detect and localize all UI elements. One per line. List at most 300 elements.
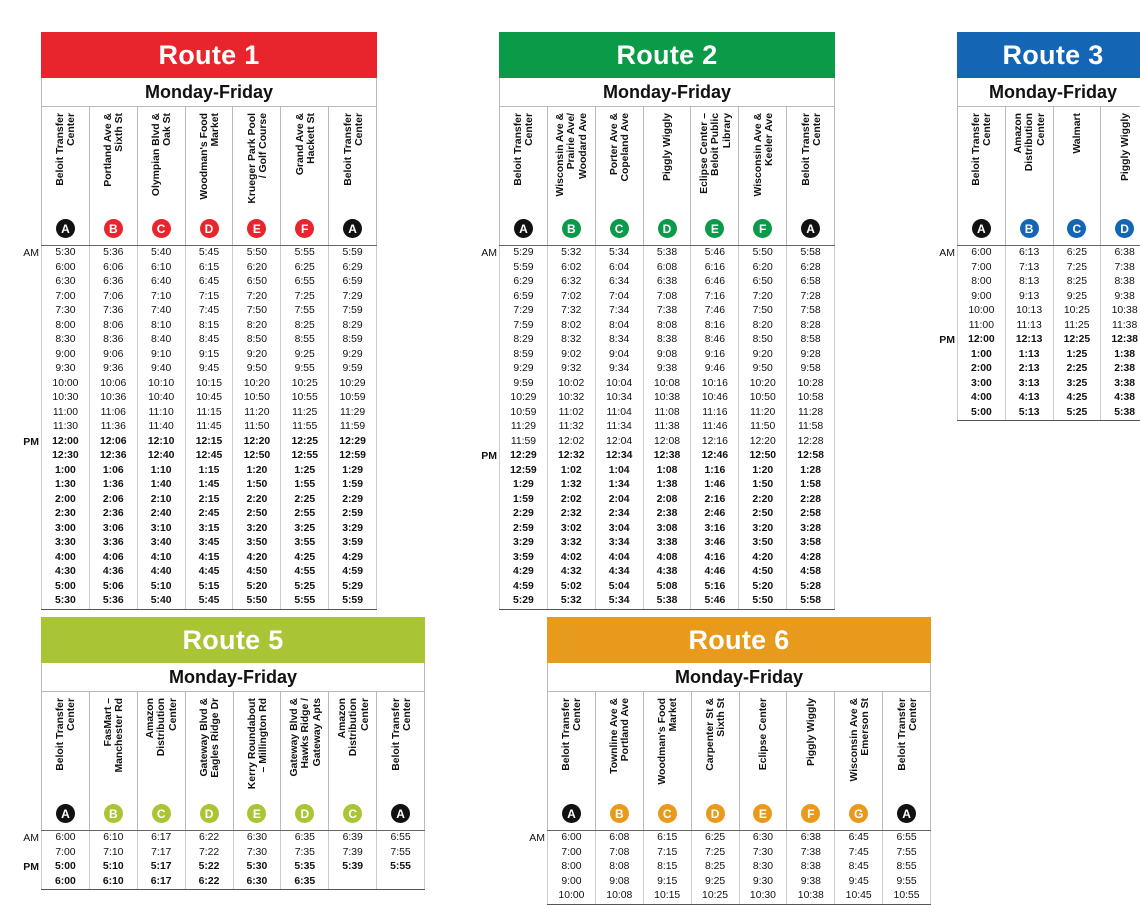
time-cell: 9:08 <box>596 875 644 890</box>
time-cell: 9:04 <box>596 348 644 363</box>
time-cell: 9:00 <box>957 290 1006 305</box>
time-cell: 1:38 <box>644 478 692 493</box>
time-cell: 9:28 <box>787 348 835 363</box>
time-cell: 6:39 <box>329 831 377 846</box>
time-cell: 11:16 <box>691 406 739 421</box>
time-cell: 8:16 <box>691 319 739 334</box>
am-label: AM <box>529 832 545 844</box>
time-cell: 12:15 <box>186 435 234 450</box>
time-cell: 4:59 <box>329 565 377 580</box>
time-cell: 12:58 <box>787 449 835 464</box>
time-cell: 2:06 <box>90 493 138 508</box>
time-cell: 8:08 <box>644 319 692 334</box>
time-cell: 9:46 <box>691 362 739 377</box>
time-cell: 3:38 <box>1101 377 1140 392</box>
time-cell <box>377 875 425 890</box>
time-cell: 10:20 <box>739 377 787 392</box>
time-cell: 7:30 <box>234 846 282 861</box>
time-cell: 5:38 <box>644 246 692 261</box>
time-cell: 6:36 <box>90 275 138 290</box>
time-cell: 3:16 <box>691 522 739 537</box>
stop-column-header <box>691 107 739 245</box>
time-cell: 9:25 <box>281 348 329 363</box>
stop-name: Gateway Blvd & Hawks Ridge / Gateway Apts <box>288 698 323 777</box>
time-cell: 6:20 <box>739 261 787 276</box>
stop-letter-badge: D <box>295 804 314 823</box>
time-cell: 2:50 <box>739 507 787 522</box>
time-cell: 11:04 <box>596 406 644 421</box>
time-cell: 7:28 <box>787 290 835 305</box>
time-cell: 10:20 <box>233 377 281 392</box>
time-cell: 5:00 <box>957 406 1006 421</box>
timetable <box>41 831 425 890</box>
table-row <box>499 565 835 580</box>
time-cell <box>329 875 377 890</box>
stop-letter-badge: A <box>56 804 75 823</box>
time-cell: 5:58 <box>787 594 835 609</box>
stop-letter-badge: C <box>343 804 362 823</box>
time-cell: 10:29 <box>329 377 377 392</box>
time-cell: 11:55 <box>281 420 329 435</box>
stop-name: Beloit Transfer Center <box>896 698 919 771</box>
am-label: AM <box>481 247 497 259</box>
time-cell: 4:59 <box>499 580 548 595</box>
time-cell: 10:55 <box>281 391 329 406</box>
time-cell: 7:38 <box>644 304 692 319</box>
time-cell: 10:25 <box>281 377 329 392</box>
time-cell: 8:25 <box>281 319 329 334</box>
route-title: Route 3 <box>957 32 1140 78</box>
time-cell: 6:38 <box>1101 246 1140 261</box>
time-cell: 3:50 <box>233 536 281 551</box>
stop-column-header <box>234 692 282 830</box>
time-cell: 1:29 <box>329 464 377 479</box>
time-cell: 12:38 <box>644 449 692 464</box>
time-cell: 6:10 <box>90 875 138 890</box>
time-cell: 9:55 <box>281 362 329 377</box>
time-cell: 3:04 <box>596 522 644 537</box>
time-cell: 1:50 <box>739 478 787 493</box>
time-cell: 7:02 <box>548 290 596 305</box>
time-cell: 6:55 <box>883 831 931 846</box>
time-cell: 7:06 <box>90 290 138 305</box>
time-cell: 7:13 <box>1006 261 1054 276</box>
time-cell: 7:55 <box>883 846 931 861</box>
table-row <box>499 435 835 450</box>
time-cell: 10:30 <box>740 889 788 904</box>
table-row <box>41 333 377 348</box>
time-cell: 12:25 <box>281 435 329 450</box>
time-cell: 11:10 <box>138 406 186 421</box>
time-cell: 12:29 <box>329 435 377 450</box>
table-row <box>547 860 931 875</box>
stop-column-header <box>499 107 548 245</box>
time-cell: 11:00 <box>957 319 1006 334</box>
time-cell: 2:08 <box>644 493 692 508</box>
time-cell: 11:34 <box>596 420 644 435</box>
time-cell: 9:25 <box>1054 290 1102 305</box>
time-cell: 10:08 <box>596 889 644 904</box>
time-cell: 2:40 <box>138 507 186 522</box>
time-cell: 4:20 <box>233 551 281 566</box>
stop-column-header <box>596 107 644 245</box>
time-cell: 2:50 <box>233 507 281 522</box>
time-cell: 8:38 <box>787 860 835 875</box>
time-cell: 8:40 <box>138 333 186 348</box>
time-cell: 3:29 <box>329 522 377 537</box>
time-cell: 8:28 <box>787 319 835 334</box>
table-row <box>41 275 377 290</box>
time-cell: 7:55 <box>281 304 329 319</box>
time-cell: 11:06 <box>90 406 138 421</box>
time-cell: 6:38 <box>787 831 835 846</box>
table-row <box>41 478 377 493</box>
time-cell: 10:36 <box>90 391 138 406</box>
time-cell: 1:06 <box>90 464 138 479</box>
stop-name: Amazon Distribution Center <box>336 698 371 757</box>
table-row <box>499 580 835 595</box>
time-cell: 5:35 <box>281 860 329 875</box>
table-row <box>499 536 835 551</box>
route-title: Route 6 <box>547 617 931 663</box>
time-cell: 5:59 <box>329 594 377 609</box>
time-cell: 11:25 <box>1054 319 1102 334</box>
time-cell: 8:30 <box>41 333 90 348</box>
time-cell: 9:15 <box>186 348 234 363</box>
time-cell: 2:34 <box>596 507 644 522</box>
time-cell: 1:15 <box>186 464 234 479</box>
route-title: Route 5 <box>41 617 425 663</box>
time-cell: 5:36 <box>90 246 138 261</box>
time-cell: 1:08 <box>644 464 692 479</box>
time-cell: 5:00 <box>41 580 90 595</box>
time-cell: 3:32 <box>548 536 596 551</box>
table-row <box>957 333 1140 348</box>
time-cell: 5:38 <box>1101 406 1140 421</box>
time-cell: 6:06 <box>90 261 138 276</box>
stop-name: Beloit Transfer Center <box>512 113 536 186</box>
time-cell: 12:59 <box>499 464 548 479</box>
route-table-r2 <box>499 32 835 610</box>
time-cell: 6:34 <box>596 275 644 290</box>
table-row <box>41 493 377 508</box>
time-cell: 5:00 <box>41 860 90 875</box>
time-cell: 4:40 <box>138 565 186 580</box>
time-cell: 6:20 <box>233 261 281 276</box>
time-cell: 5:46 <box>691 246 739 261</box>
time-cell: 7:22 <box>186 846 234 861</box>
time-cell: 6:16 <box>691 261 739 276</box>
time-cell: 7:17 <box>138 846 186 861</box>
time-cell: 7:59 <box>499 319 548 334</box>
table-row <box>957 290 1140 305</box>
am-label: AM <box>23 247 39 259</box>
time-cell: 8:02 <box>548 319 596 334</box>
time-cell: 3:50 <box>739 536 787 551</box>
time-cell: 9:38 <box>644 362 692 377</box>
time-cell: 11:46 <box>691 420 739 435</box>
stop-letter-badge: C <box>1067 219 1086 238</box>
time-cell: 2:30 <box>41 507 90 522</box>
time-cell: 7:00 <box>41 290 90 305</box>
time-cell: 6:46 <box>691 275 739 290</box>
time-cell: 11:00 <box>41 406 90 421</box>
time-cell: 7:36 <box>90 304 138 319</box>
time-cell: 6:30 <box>234 875 282 890</box>
pm-label: PM <box>23 861 39 873</box>
time-cell: 4:29 <box>329 551 377 566</box>
time-cell: 11:38 <box>644 420 692 435</box>
time-cell: 8:20 <box>233 319 281 334</box>
time-cell: 6:04 <box>596 261 644 276</box>
table-row <box>41 449 377 464</box>
time-cell: 7:16 <box>691 290 739 305</box>
table-row <box>957 362 1140 377</box>
stop-column-header <box>787 692 835 830</box>
time-cell: 1:36 <box>90 478 138 493</box>
time-cell: 11:38 <box>1101 319 1140 334</box>
stop-column-header <box>281 692 329 830</box>
time-cell: 4:20 <box>739 551 787 566</box>
time-cell: 5:55 <box>377 860 425 875</box>
time-cell: 10:59 <box>329 391 377 406</box>
time-cell: 5:25 <box>1054 406 1102 421</box>
time-cell: 2:28 <box>787 493 835 508</box>
stop-name: Townline Ave & Portland Ave <box>608 698 632 774</box>
table-row <box>41 580 377 595</box>
time-cell: 9:30 <box>41 362 90 377</box>
time-cell: 3:30 <box>41 536 90 551</box>
time-cell: 12:46 <box>691 449 739 464</box>
stop-column-header <box>281 107 329 245</box>
time-cell: 10:40 <box>138 391 186 406</box>
time-cell: 5:40 <box>138 246 186 261</box>
route-title: Route 1 <box>41 32 377 78</box>
stop-name: Olympian Blvd & Oak St <box>150 113 174 197</box>
time-cell: 10:50 <box>233 391 281 406</box>
stop-letter-badge: F <box>801 804 820 823</box>
table-row <box>957 275 1140 290</box>
time-cell: 10:06 <box>90 377 138 392</box>
time-cell: 3:25 <box>281 522 329 537</box>
time-cell: 8:20 <box>739 319 787 334</box>
time-cell: 8:10 <box>138 319 186 334</box>
table-row <box>41 246 377 261</box>
time-cell: 7:38 <box>1101 261 1140 276</box>
time-cell: 6:55 <box>377 831 425 846</box>
time-cell: 3:15 <box>186 522 234 537</box>
table-row <box>957 261 1140 276</box>
time-cell: 8:04 <box>596 319 644 334</box>
time-cell: 3:25 <box>1054 377 1102 392</box>
time-cell: 6:35 <box>281 831 329 846</box>
timetable <box>41 246 377 610</box>
stop-letter-badge: D <box>706 804 725 823</box>
time-cell: 5:17 <box>138 860 186 875</box>
time-cell: 4:06 <box>90 551 138 566</box>
time-cell: 7:25 <box>1054 261 1102 276</box>
time-cell: 1:29 <box>499 478 548 493</box>
time-cell: 2:29 <box>499 507 548 522</box>
time-cell: 8:06 <box>90 319 138 334</box>
time-cell: 12:10 <box>138 435 186 450</box>
time-cell: 6:10 <box>90 831 138 846</box>
stop-column-header <box>644 692 692 830</box>
time-cell: 7:50 <box>739 304 787 319</box>
time-cell: 6:00 <box>41 875 90 890</box>
time-cell: 1:59 <box>329 478 377 493</box>
stop-column-header <box>41 692 90 830</box>
time-cell: 9:00 <box>547 875 596 890</box>
time-cell: 1:45 <box>186 478 234 493</box>
time-cell: 4:46 <box>691 565 739 580</box>
time-cell: 1:00 <box>41 464 90 479</box>
table-row <box>547 831 931 846</box>
time-cell: 8:55 <box>281 333 329 348</box>
time-cell: 8:38 <box>644 333 692 348</box>
time-cell: 7:20 <box>233 290 281 305</box>
time-cell: 1:25 <box>281 464 329 479</box>
time-cell: 3:28 <box>787 522 835 537</box>
time-cell: 6:30 <box>740 831 788 846</box>
table-row <box>41 406 377 421</box>
table-row <box>499 522 835 537</box>
time-cell: 9:38 <box>787 875 835 890</box>
table-row <box>499 290 835 305</box>
stop-name: Amazon Distribution Center <box>145 698 179 757</box>
time-cell: 4:15 <box>186 551 234 566</box>
stop-column-header <box>1054 107 1102 245</box>
time-cell: 7:30 <box>740 846 788 861</box>
time-cell: 10:58 <box>787 391 835 406</box>
stop-name: Woodman's Food Market <box>198 113 221 200</box>
time-cell: 11:32 <box>548 420 596 435</box>
table-row <box>499 348 835 363</box>
time-cell: 10:28 <box>787 377 835 392</box>
table-row <box>957 348 1140 363</box>
time-cell: 3:20 <box>233 522 281 537</box>
time-cell: 11:28 <box>787 406 835 421</box>
stop-name: FasMart – Manchester Rd <box>102 698 126 773</box>
stop-letter-badge: B <box>1020 219 1039 238</box>
time-cell: 5:06 <box>90 580 138 595</box>
time-cell: 9:50 <box>739 362 787 377</box>
time-cell: 11:30 <box>41 420 90 435</box>
time-cell: 3:36 <box>90 536 138 551</box>
time-cell: 2:32 <box>548 507 596 522</box>
time-cell: 7:34 <box>596 304 644 319</box>
time-cell: 3:59 <box>329 536 377 551</box>
time-cell: 9:25 <box>692 875 740 890</box>
time-cell: 5:39 <box>329 860 377 875</box>
time-cell: 2:00 <box>41 493 90 508</box>
stop-column-header <box>377 692 425 830</box>
time-cell: 8:25 <box>692 860 740 875</box>
stop-name: Woodman's Food Market <box>656 698 680 785</box>
time-cell: 12:13 <box>1006 333 1054 348</box>
time-cell: 9:34 <box>596 362 644 377</box>
time-cell: 7:45 <box>186 304 234 319</box>
stop-letter-badge: C <box>658 804 677 823</box>
stop-name: Walmart <box>1072 113 1084 154</box>
time-cell: 2:04 <box>596 493 644 508</box>
time-cell: 4:55 <box>281 565 329 580</box>
time-cell: 9:45 <box>835 875 883 890</box>
time-cell: 8:50 <box>233 333 281 348</box>
time-cell: 1:04 <box>596 464 644 479</box>
stop-letter-badge: C <box>152 804 171 823</box>
stop-letter-badge: D <box>1115 219 1134 238</box>
table-row <box>499 333 835 348</box>
time-cell: 6:35 <box>281 875 329 890</box>
time-cell: 6:15 <box>186 261 234 276</box>
table-row <box>957 319 1140 334</box>
time-cell: 10:55 <box>883 889 931 904</box>
time-cell: 5:20 <box>233 580 281 595</box>
stop-letter-badge: B <box>104 219 123 238</box>
time-cell: 7:35 <box>281 846 329 861</box>
pm-label: PM <box>939 334 955 346</box>
table-row <box>499 304 835 319</box>
stop-name: Eclipse Center <box>758 698 770 771</box>
time-cell: 5:55 <box>281 246 329 261</box>
table-row <box>41 391 377 406</box>
time-cell: 7:10 <box>138 290 186 305</box>
stop-header-row <box>41 106 377 246</box>
route-days: Monday-Friday <box>547 663 931 691</box>
time-cell: 6:38 <box>644 275 692 290</box>
stop-letter-badge: A <box>801 219 820 238</box>
table-row <box>41 875 425 891</box>
time-cell: 6:25 <box>281 261 329 276</box>
time-cell: 11:02 <box>548 406 596 421</box>
time-cell: 6:00 <box>41 261 90 276</box>
time-cell: 8:29 <box>499 333 548 348</box>
table-row <box>41 507 377 522</box>
time-cell: 4:38 <box>644 565 692 580</box>
time-cell: 4:02 <box>548 551 596 566</box>
time-cell: 3:55 <box>281 536 329 551</box>
route-days: Monday-Friday <box>499 78 835 106</box>
stop-column-header <box>787 107 835 245</box>
time-cell: 7:15 <box>644 846 692 861</box>
timetable <box>499 246 835 610</box>
time-cell: 2:55 <box>281 507 329 522</box>
time-cell: 7:10 <box>90 846 138 861</box>
time-cell: 9:59 <box>499 377 548 392</box>
time-cell: 2:25 <box>281 493 329 508</box>
table-row <box>499 507 835 522</box>
time-cell: 2:13 <box>1006 362 1054 377</box>
time-cell: 6:00 <box>41 831 90 846</box>
time-cell: 9:29 <box>499 362 548 377</box>
stop-letter-badge: B <box>104 804 123 823</box>
stop-name: Wisconsin Ave & Emerson St <box>848 698 871 782</box>
time-cell: 11:15 <box>186 406 234 421</box>
time-cell: 2:29 <box>329 493 377 508</box>
time-cell: 7:40 <box>138 304 186 319</box>
time-cell: 2:02 <box>548 493 596 508</box>
time-cell: 4:58 <box>787 565 835 580</box>
time-cell: 6:25 <box>692 831 740 846</box>
time-cell: 11:29 <box>499 420 548 435</box>
table-row <box>41 536 377 551</box>
time-cell: 8:58 <box>787 333 835 348</box>
time-cell: 1:20 <box>739 464 787 479</box>
stop-letter-badge: D <box>200 219 219 238</box>
time-cell: 9:58 <box>787 362 835 377</box>
time-cell: 12:29 <box>499 449 548 464</box>
